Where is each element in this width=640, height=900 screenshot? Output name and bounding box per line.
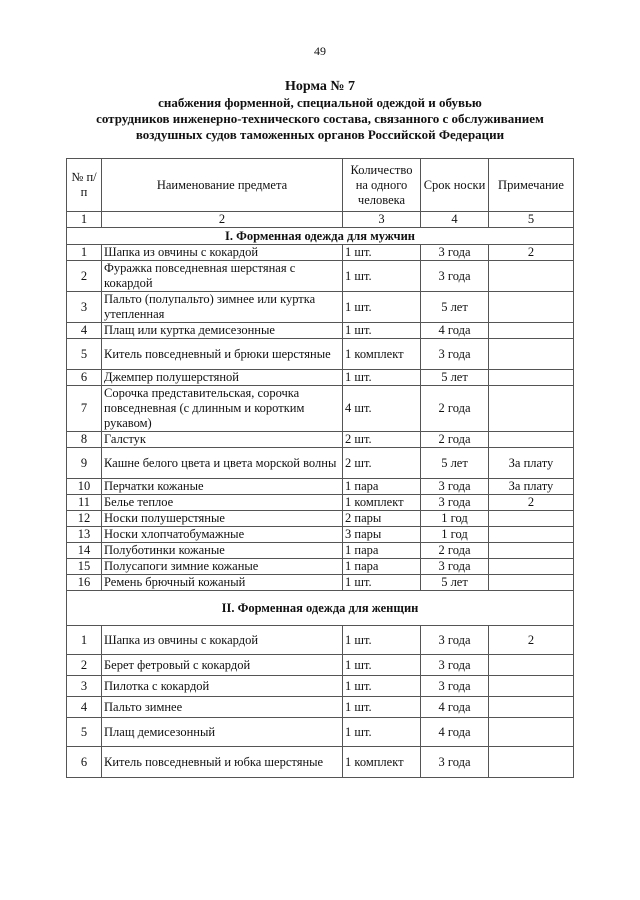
column-index: 5 [489, 212, 574, 228]
row-number: 11 [67, 495, 102, 511]
item-note: За плату [489, 479, 574, 495]
item-quantity: 1 пара [343, 543, 421, 559]
table-row [67, 448, 574, 479]
row-number: 3 [67, 676, 102, 697]
table-row [67, 559, 574, 575]
item-note [489, 559, 574, 575]
table-row [67, 575, 574, 591]
column-index-row [67, 212, 574, 228]
table-row [67, 718, 574, 747]
wear-term: 3 года [421, 261, 489, 292]
table-row [67, 655, 574, 676]
wear-term: 5 лет [421, 370, 489, 386]
item-quantity: 3 пары [343, 527, 421, 543]
item-name: Пальто зимнее [102, 697, 343, 718]
table-row [67, 626, 574, 655]
item-note [489, 511, 574, 527]
item-name: Фуражка повседневная шерстяная с кокардой [102, 261, 343, 292]
table-row [67, 386, 574, 432]
item-quantity: 1 шт. [343, 626, 421, 655]
norm-title: Норма № 7 [285, 79, 355, 94]
item-note [489, 527, 574, 543]
wear-term: 3 года [421, 655, 489, 676]
row-number: 5 [67, 339, 102, 370]
item-quantity: 1 шт. [343, 323, 421, 339]
item-quantity: 2 шт. [343, 432, 421, 448]
item-quantity: 4 шт. [343, 386, 421, 432]
item-note [489, 676, 574, 697]
item-name: Галстук [102, 432, 343, 448]
item-name: Носки полушерстяные [102, 511, 343, 527]
table-row [67, 292, 574, 323]
item-note: 2 [489, 245, 574, 261]
row-number: 2 [67, 655, 102, 676]
row-number: 15 [67, 559, 102, 575]
header-quantity: Количество на одного человека [343, 159, 421, 212]
header-number: № п/п [67, 159, 102, 212]
item-note [489, 386, 574, 432]
wear-term: 3 года [421, 747, 489, 778]
wear-term: 3 года [421, 676, 489, 697]
row-number: 6 [67, 747, 102, 778]
item-name: Перчатки кожаные [102, 479, 343, 495]
header-wear-term: Срок носки [421, 159, 489, 212]
item-quantity: 1 шт. [343, 575, 421, 591]
header-note: Примечание [489, 159, 574, 212]
item-name: Берет фетровый с кокардой [102, 655, 343, 676]
row-number: 1 [67, 626, 102, 655]
item-note: 2 [489, 626, 574, 655]
table-row [67, 697, 574, 718]
item-quantity: 1 шт. [343, 655, 421, 676]
section-title: I. Форменная одежда для мужчин [67, 228, 574, 245]
item-quantity: 2 шт. [343, 448, 421, 479]
document-title [40, 78, 600, 143]
item-note [489, 261, 574, 292]
row-number: 14 [67, 543, 102, 559]
table-row [67, 747, 574, 778]
item-quantity: 1 шт. [343, 718, 421, 747]
item-quantity: 1 комплект [343, 747, 421, 778]
page-number: 49 [314, 44, 326, 58]
section-header-row [67, 228, 574, 245]
table-row [67, 511, 574, 527]
row-number: 10 [67, 479, 102, 495]
row-number: 9 [67, 448, 102, 479]
column-index: 2 [102, 212, 343, 228]
column-index: 3 [343, 212, 421, 228]
item-quantity: 1 пара [343, 479, 421, 495]
item-note: За плату [489, 448, 574, 479]
wear-term: 5 лет [421, 575, 489, 591]
table-row [67, 323, 574, 339]
item-name: Шапка из овчины с кокардой [102, 245, 343, 261]
column-index: 4 [421, 212, 489, 228]
table-row [67, 479, 574, 495]
item-note [489, 655, 574, 676]
table-row [67, 432, 574, 448]
row-number: 8 [67, 432, 102, 448]
item-quantity: 1 пара [343, 559, 421, 575]
item-name: Носки хлопчатобумажные [102, 527, 343, 543]
wear-term: 3 года [421, 626, 489, 655]
table-row [67, 495, 574, 511]
norm-subtitle-line-1: снабжения форменной, специальной одеждой и обувью [158, 95, 482, 110]
item-name: Полусапоги зимние кожаные [102, 559, 343, 575]
table-row [67, 339, 574, 370]
item-name: Ремень брючный кожаный [102, 575, 343, 591]
wear-term: 4 года [421, 718, 489, 747]
item-note [489, 432, 574, 448]
wear-term: 4 года [421, 697, 489, 718]
item-quantity: 1 комплект [343, 495, 421, 511]
table-body [67, 228, 574, 778]
table-row [67, 370, 574, 386]
wear-term: 3 года [421, 559, 489, 575]
row-number: 4 [67, 697, 102, 718]
row-number: 2 [67, 261, 102, 292]
wear-term: 1 год [421, 527, 489, 543]
table-row [67, 245, 574, 261]
row-number: 6 [67, 370, 102, 386]
row-number: 7 [67, 386, 102, 432]
table-row [67, 543, 574, 559]
table-row [67, 261, 574, 292]
item-name: Кашне белого цвета и цвета морской волны [102, 448, 343, 479]
wear-term: 3 года [421, 479, 489, 495]
item-note [489, 747, 574, 778]
item-note [489, 339, 574, 370]
item-note [489, 292, 574, 323]
table-row [67, 527, 574, 543]
row-number: 1 [67, 245, 102, 261]
wear-term: 4 года [421, 323, 489, 339]
column-index: 1 [67, 212, 102, 228]
item-name: Плащ или куртка демисезонные [102, 323, 343, 339]
row-number: 5 [67, 718, 102, 747]
item-quantity: 1 шт. [343, 261, 421, 292]
item-note: 2 [489, 495, 574, 511]
row-number: 16 [67, 575, 102, 591]
table-header-row [67, 159, 574, 212]
norm-subtitle-line-2: сотрудников инженерно-технического состава, связанного с обслуживанием [96, 111, 544, 126]
item-name: Пилотка с кокардой [102, 676, 343, 697]
wear-term: 3 года [421, 339, 489, 370]
item-note [489, 718, 574, 747]
row-number: 12 [67, 511, 102, 527]
section-title: II. Форменная одежда для женщин [67, 591, 574, 626]
item-name: Китель повседневный и брюки шерстяные [102, 339, 343, 370]
item-name: Джемпер полушерстяной [102, 370, 343, 386]
wear-term: 2 года [421, 432, 489, 448]
norm-table [66, 158, 574, 778]
item-note [489, 323, 574, 339]
wear-term: 2 года [421, 386, 489, 432]
item-quantity: 1 шт. [343, 676, 421, 697]
section-header-row [67, 591, 574, 626]
wear-term: 2 года [421, 543, 489, 559]
item-note [489, 697, 574, 718]
item-quantity: 1 шт. [343, 370, 421, 386]
item-quantity: 2 пары [343, 511, 421, 527]
row-number: 13 [67, 527, 102, 543]
wear-term: 5 лет [421, 448, 489, 479]
wear-term: 1 год [421, 511, 489, 527]
item-note [489, 575, 574, 591]
wear-term: 3 года [421, 245, 489, 261]
item-quantity: 1 шт. [343, 697, 421, 718]
norm-subtitle-line-3: воздушных судов таможенных органов Российской Федерации [135, 127, 505, 142]
item-quantity: 1 комплект [343, 339, 421, 370]
item-name: Полуботинки кожаные [102, 543, 343, 559]
item-name: Плащ демисезонный [102, 718, 343, 747]
table-row [67, 676, 574, 697]
wear-term: 5 лет [421, 292, 489, 323]
item-quantity: 1 шт. [343, 292, 421, 323]
item-note [489, 370, 574, 386]
wear-term: 3 года [421, 495, 489, 511]
item-name: Белье теплое [102, 495, 343, 511]
item-name: Сорочка представительская, сорочка повседневная (с длинным и коротким рукавом) [102, 386, 343, 432]
item-quantity: 1 шт. [343, 245, 421, 261]
item-name: Шапка из овчины с кокардой [102, 626, 343, 655]
row-number: 4 [67, 323, 102, 339]
header-item-name: Наименование предмета [102, 159, 343, 212]
item-name: Пальто (полупальто) зимнее или куртка утепленная [102, 292, 343, 323]
item-name: Китель повседневный и юбка шерстяные [102, 747, 343, 778]
row-number: 3 [67, 292, 102, 323]
item-note [489, 543, 574, 559]
